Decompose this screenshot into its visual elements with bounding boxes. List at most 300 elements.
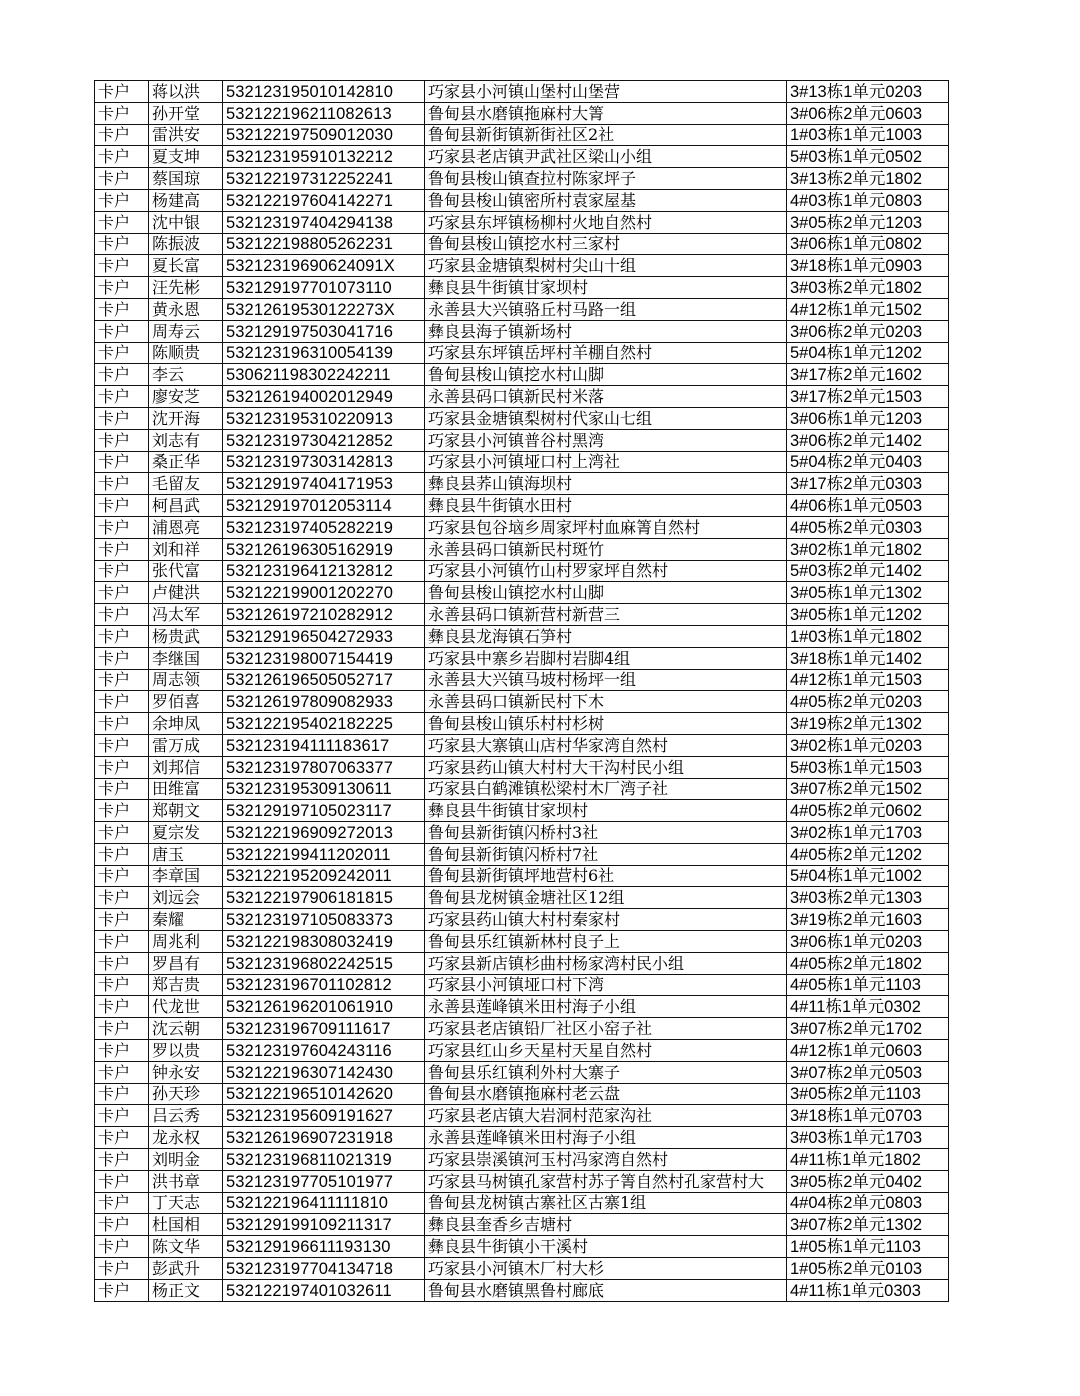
table-row <box>95 102 949 124</box>
id-number-cell: 532122196909272013 <box>223 822 425 844</box>
room-number-cell: 3#13栋2单元1802 <box>787 168 949 190</box>
name-cell: 郑吉贵 <box>149 974 223 996</box>
name-cell: 冯太军 <box>149 604 223 626</box>
household-type-cell: 卡户 <box>95 756 149 778</box>
table-row <box>95 1083 949 1105</box>
address-cell: 彝良县海子镇新场村 <box>425 320 787 342</box>
name-cell: 汪先彬 <box>149 277 223 299</box>
household-type-cell: 卡户 <box>95 407 149 429</box>
household-type-cell: 卡户 <box>95 277 149 299</box>
table-row <box>95 1214 949 1236</box>
table-row <box>95 909 949 931</box>
household-type-cell: 卡户 <box>95 843 149 865</box>
household-type-cell: 卡户 <box>95 1236 149 1258</box>
table-row <box>95 734 949 756</box>
room-number-cell: 3#02栋1单元0203 <box>787 734 949 756</box>
id-number-cell: 532123195010142810 <box>223 81 425 103</box>
household-type-cell: 卡户 <box>95 451 149 473</box>
id-number-cell: 532123196310054139 <box>223 342 425 364</box>
name-cell: 吕云秀 <box>149 1105 223 1127</box>
id-number-cell: 532122198805262231 <box>223 233 425 255</box>
room-number-cell: 3#13栋1单元0203 <box>787 81 949 103</box>
id-number-cell: 532123194111183617 <box>223 734 425 756</box>
address-cell: 巧家县小河镇普谷村黑湾 <box>425 429 787 451</box>
table-row <box>95 1192 949 1214</box>
address-cell: 巧家县新店镇杉曲村杨家湾村民小组 <box>425 952 787 974</box>
table-row <box>95 865 949 887</box>
id-number-cell: 532123196701102812 <box>223 974 425 996</box>
name-cell: 沈开海 <box>149 407 223 429</box>
name-cell: 陈顺贵 <box>149 342 223 364</box>
room-number-cell: 5#03栋2单元1402 <box>787 560 949 582</box>
address-cell: 巧家县小河镇木厂村大杉 <box>425 1258 787 1280</box>
table-row <box>95 473 949 495</box>
name-cell: 毛留友 <box>149 473 223 495</box>
name-cell: 周志领 <box>149 669 223 691</box>
name-cell: 龙永权 <box>149 1127 223 1149</box>
table-row <box>95 713 949 735</box>
id-number-cell: 532122196411111810 <box>223 1192 425 1214</box>
name-cell: 蒋以洪 <box>149 81 223 103</box>
household-type-cell: 卡户 <box>95 909 149 931</box>
id-number-cell: 532122197401032611 <box>223 1279 425 1301</box>
table-row <box>95 1061 949 1083</box>
table-row <box>95 887 949 909</box>
address-cell: 巧家县红山乡天星村天星自然村 <box>425 1040 787 1062</box>
name-cell: 沈中银 <box>149 211 223 233</box>
name-cell: 刘邦信 <box>149 756 223 778</box>
table-row <box>95 277 949 299</box>
name-cell: 罗以贵 <box>149 1040 223 1062</box>
room-number-cell: 3#06栋2单元0603 <box>787 102 949 124</box>
room-number-cell: 4#12栋1单元0603 <box>787 1040 949 1062</box>
household-type-cell: 卡户 <box>95 604 149 626</box>
table-row <box>95 124 949 146</box>
room-number-cell: 3#06栋1单元0203 <box>787 931 949 953</box>
table-row <box>95 1105 949 1127</box>
room-number-cell: 3#06栋1单元0802 <box>787 233 949 255</box>
name-cell: 代龙世 <box>149 996 223 1018</box>
household-type-cell: 卡户 <box>95 1061 149 1083</box>
table-row <box>95 800 949 822</box>
name-cell: 夏长富 <box>149 255 223 277</box>
table-row <box>95 931 949 953</box>
name-cell: 杨贵武 <box>149 625 223 647</box>
name-cell: 周寿云 <box>149 320 223 342</box>
table-row <box>95 298 949 320</box>
address-cell: 鲁甸县龙树镇古寨社区古寨1组 <box>425 1192 787 1214</box>
name-cell: 刘远会 <box>149 887 223 909</box>
household-type-cell: 卡户 <box>95 386 149 408</box>
id-number-cell: 532123198007154419 <box>223 647 425 669</box>
id-number-cell: 532122197906181815 <box>223 887 425 909</box>
address-cell: 彝良县奎香乡吉塘村 <box>425 1214 787 1236</box>
table-row <box>95 1279 949 1301</box>
room-number-cell: 4#11栋1单元0302 <box>787 996 949 1018</box>
name-cell: 李继国 <box>149 647 223 669</box>
household-type-cell: 卡户 <box>95 1214 149 1236</box>
address-cell: 鲁甸县水磨镇黑鲁村廊底 <box>425 1279 787 1301</box>
id-number-cell: 532123196811021319 <box>223 1149 425 1171</box>
household-type-cell: 卡户 <box>95 887 149 909</box>
address-cell: 彝良县牛街镇甘家坝村 <box>425 277 787 299</box>
name-cell: 刘志有 <box>149 429 223 451</box>
household-type-cell: 卡户 <box>95 211 149 233</box>
table-row <box>95 1127 949 1149</box>
household-type-cell: 卡户 <box>95 931 149 953</box>
id-number-cell: 532123196412132812 <box>223 560 425 582</box>
id-number-cell: 532123196709111617 <box>223 1018 425 1040</box>
id-number-cell: 532122199411202011 <box>223 843 425 865</box>
household-type-cell: 卡户 <box>95 233 149 255</box>
table-row <box>95 996 949 1018</box>
name-cell: 唐玉 <box>149 843 223 865</box>
address-cell: 鲁甸县梭山镇密所村袁家屋基 <box>425 189 787 211</box>
room-number-cell: 3#17栋2单元1503 <box>787 386 949 408</box>
name-cell: 张代富 <box>149 560 223 582</box>
id-number-cell: 532122199001202270 <box>223 582 425 604</box>
name-cell: 丁天志 <box>149 1192 223 1214</box>
table-row <box>95 233 949 255</box>
household-type-cell: 卡户 <box>95 255 149 277</box>
room-number-cell: 4#05栋1单元1103 <box>787 974 949 996</box>
room-number-cell: 4#05栋2单元1202 <box>787 843 949 865</box>
id-number-cell: 532129197012053114 <box>223 495 425 517</box>
address-cell: 巧家县东坪镇岳坪村羊棚自然村 <box>425 342 787 364</box>
address-cell: 巧家县药山镇大村村大干沟村民小组 <box>425 756 787 778</box>
household-type-cell: 卡户 <box>95 778 149 800</box>
household-type-cell: 卡户 <box>95 168 149 190</box>
room-number-cell: 3#19栋2单元1603 <box>787 909 949 931</box>
address-cell: 巧家县金塘镇梨树村尖山十组 <box>425 255 787 277</box>
name-cell: 李章国 <box>149 865 223 887</box>
address-cell: 彝良县牛街镇水田村 <box>425 495 787 517</box>
address-cell: 永善县码口镇新民村下木 <box>425 691 787 713</box>
household-table <box>94 80 949 1302</box>
address-cell: 巧家县中寨乡岩脚村岩脚4组 <box>425 647 787 669</box>
name-cell: 浦恩亮 <box>149 516 223 538</box>
room-number-cell: 5#04栋1单元1002 <box>787 865 949 887</box>
id-number-cell: 532129196611193130 <box>223 1236 425 1258</box>
id-number-cell: 532123195910132212 <box>223 146 425 168</box>
household-table-body <box>95 81 949 1302</box>
name-cell: 秦耀 <box>149 909 223 931</box>
household-type-cell: 卡户 <box>95 516 149 538</box>
name-cell: 钟永安 <box>149 1061 223 1083</box>
household-type-cell: 卡户 <box>95 1170 149 1192</box>
name-cell: 柯昌武 <box>149 495 223 517</box>
address-cell: 彝良县龙海镇石笋村 <box>425 625 787 647</box>
household-type-cell: 卡户 <box>95 1018 149 1040</box>
address-cell: 鲁甸县梭山镇挖水村三家村 <box>425 233 787 255</box>
name-cell: 廖安芝 <box>149 386 223 408</box>
id-number-cell: 532122196510142620 <box>223 1083 425 1105</box>
id-number-cell: 530621198302242211 <box>223 364 425 386</box>
household-type-cell: 卡户 <box>95 320 149 342</box>
table-row <box>95 189 949 211</box>
address-cell: 巧家县老店镇尹武社区梁山小组 <box>425 146 787 168</box>
address-cell: 鲁甸县新街镇坪地营村6社 <box>425 865 787 887</box>
room-number-cell: 4#11栋1单元1802 <box>787 1149 949 1171</box>
household-type-cell: 卡户 <box>95 625 149 647</box>
room-number-cell: 3#05栋1单元1202 <box>787 604 949 626</box>
address-cell: 永善县大兴镇骆丘村马路一组 <box>425 298 787 320</box>
room-number-cell: 3#03栋1单元1703 <box>787 1127 949 1149</box>
table-row <box>95 429 949 451</box>
address-cell: 巧家县小河镇垭口村下湾 <box>425 974 787 996</box>
room-number-cell: 1#03栋1单元1003 <box>787 124 949 146</box>
room-number-cell: 5#04栋2单元0403 <box>787 451 949 473</box>
id-number-cell: 532122197604142271 <box>223 189 425 211</box>
room-number-cell: 3#06栋1单元1203 <box>787 407 949 429</box>
table-row <box>95 974 949 996</box>
address-cell: 巧家县小河镇山堡村山堡营 <box>425 81 787 103</box>
address-cell: 巧家县马树镇孔家营村苏子箐自然村孔家营村大 <box>425 1170 787 1192</box>
household-type-cell: 卡户 <box>95 1105 149 1127</box>
table-row <box>95 604 949 626</box>
address-cell: 鲁甸县乐红镇新林村良子上 <box>425 931 787 953</box>
table-row <box>95 342 949 364</box>
id-number-cell: 532122195209242011 <box>223 865 425 887</box>
room-number-cell: 3#07栋2单元0503 <box>787 1061 949 1083</box>
room-number-cell: 3#17栋2单元1602 <box>787 364 949 386</box>
name-cell: 罗昌有 <box>149 952 223 974</box>
id-number-cell: 532123197105083373 <box>223 909 425 931</box>
household-type-cell: 卡户 <box>95 364 149 386</box>
id-number-cell: 532122198308032419 <box>223 931 425 953</box>
id-number-cell: 532122196307142430 <box>223 1061 425 1083</box>
name-cell: 刘和祥 <box>149 538 223 560</box>
household-type-cell: 卡户 <box>95 81 149 103</box>
household-type-cell: 卡户 <box>95 495 149 517</box>
household-type-cell: 卡户 <box>95 1258 149 1280</box>
household-type-cell: 卡户 <box>95 1083 149 1105</box>
table-row <box>95 1018 949 1040</box>
address-cell: 鲁甸县乐红镇利外村大寨子 <box>425 1061 787 1083</box>
address-cell: 鲁甸县新街镇新街社区2社 <box>425 124 787 146</box>
room-number-cell: 3#17栋2单元0303 <box>787 473 949 495</box>
table-row <box>95 1149 949 1171</box>
id-number-cell: 532123195309130611 <box>223 778 425 800</box>
household-type-cell: 卡户 <box>95 800 149 822</box>
room-number-cell: 1#03栋1单元1802 <box>787 625 949 647</box>
id-number-cell: 532123196802242515 <box>223 952 425 974</box>
address-cell: 永善县大兴镇马坡村杨坪一组 <box>425 669 787 691</box>
id-number-cell: 532129197105023117 <box>223 800 425 822</box>
address-cell: 永善县莲峰镇米田村海子小组 <box>425 1127 787 1149</box>
id-number-cell: 532123197807063377 <box>223 756 425 778</box>
address-cell: 彝良县荞山镇海坝村 <box>425 473 787 495</box>
table-row <box>95 647 949 669</box>
household-type-cell: 卡户 <box>95 1279 149 1301</box>
room-number-cell: 3#07栋2单元1702 <box>787 1018 949 1040</box>
table-row <box>95 255 949 277</box>
table-row <box>95 560 949 582</box>
name-cell: 田维富 <box>149 778 223 800</box>
id-number-cell: 532122196211082613 <box>223 102 425 124</box>
room-number-cell: 3#05栋2单元1103 <box>787 1083 949 1105</box>
name-cell: 杨建高 <box>149 189 223 211</box>
name-cell: 桑正华 <box>149 451 223 473</box>
name-cell: 雷万成 <box>149 734 223 756</box>
name-cell: 洪书章 <box>149 1170 223 1192</box>
household-type-cell: 卡户 <box>95 1127 149 1149</box>
household-type-cell: 卡户 <box>95 734 149 756</box>
address-cell: 鲁甸县梭山镇挖水村山脚 <box>425 582 787 604</box>
id-number-cell: 532129197404171953 <box>223 473 425 495</box>
household-type-cell: 卡户 <box>95 1040 149 1062</box>
household-type-cell: 卡户 <box>95 865 149 887</box>
name-cell: 夏宗发 <box>149 822 223 844</box>
address-cell: 鲁甸县梭山镇查拉村陈家坪子 <box>425 168 787 190</box>
name-cell: 李云 <box>149 364 223 386</box>
address-cell: 巧家县大寨镇山店村华家湾自然村 <box>425 734 787 756</box>
name-cell: 郑朝文 <box>149 800 223 822</box>
table-row <box>95 952 949 974</box>
household-type-cell: 卡户 <box>95 952 149 974</box>
room-number-cell: 4#12栋1单元1502 <box>787 298 949 320</box>
address-cell: 鲁甸县水磨镇拖麻村大箐 <box>425 102 787 124</box>
address-cell: 永善县码口镇新民村米落 <box>425 386 787 408</box>
room-number-cell: 3#05栋1单元1302 <box>787 582 949 604</box>
address-cell: 巧家县小河镇垭口村上湾社 <box>425 451 787 473</box>
household-type-cell: 卡户 <box>95 691 149 713</box>
address-cell: 巧家县药山镇大村村秦家村 <box>425 909 787 931</box>
household-type-cell: 卡户 <box>95 298 149 320</box>
household-type-cell: 卡户 <box>95 669 149 691</box>
room-number-cell: 3#18栋1单元0703 <box>787 1105 949 1127</box>
room-number-cell: 1#05栋2单元0103 <box>787 1258 949 1280</box>
table-row <box>95 582 949 604</box>
room-number-cell: 5#03栋1单元1503 <box>787 756 949 778</box>
address-cell: 鲁甸县梭山镇挖水村山脚 <box>425 364 787 386</box>
room-number-cell: 3#06栋2单元0203 <box>787 320 949 342</box>
room-number-cell: 3#06栋2单元1402 <box>787 429 949 451</box>
room-number-cell: 4#06栋1单元0503 <box>787 495 949 517</box>
address-cell: 鲁甸县新街镇闪桥村7社 <box>425 843 787 865</box>
room-number-cell: 3#02栋1单元1703 <box>787 822 949 844</box>
table-row <box>95 386 949 408</box>
room-number-cell: 3#03栋2单元1303 <box>787 887 949 909</box>
household-type-cell: 卡户 <box>95 1149 149 1171</box>
name-cell: 蔡国琼 <box>149 168 223 190</box>
id-number-cell: 532129199109211317 <box>223 1214 425 1236</box>
room-number-cell: 4#12栋1单元1503 <box>787 669 949 691</box>
id-number-cell: 532123197303142813 <box>223 451 425 473</box>
name-cell: 孙开堂 <box>149 102 223 124</box>
id-number-cell: 532126197809082933 <box>223 691 425 713</box>
address-cell: 巧家县金塘镇梨树村代家山七组 <box>425 407 787 429</box>
room-number-cell: 4#05栋2单元1802 <box>787 952 949 974</box>
address-cell: 巧家县崇溪镇河玉村冯家湾自然村 <box>425 1149 787 1171</box>
table-row <box>95 81 949 103</box>
id-number-cell: 532123197604243116 <box>223 1040 425 1062</box>
id-number-cell: 532123197705101977 <box>223 1170 425 1192</box>
id-number-cell: 532126196907231918 <box>223 1127 425 1149</box>
household-type-cell: 卡户 <box>95 538 149 560</box>
address-cell: 永善县码口镇新民村斑竹 <box>425 538 787 560</box>
name-cell: 杜国相 <box>149 1214 223 1236</box>
id-number-cell: 532123195310220913 <box>223 407 425 429</box>
room-number-cell: 3#03栋2单元1802 <box>787 277 949 299</box>
table-row <box>95 822 949 844</box>
household-type-cell: 卡户 <box>95 146 149 168</box>
id-number-cell: 532122197312252241 <box>223 168 425 190</box>
household-type-cell: 卡户 <box>95 996 149 1018</box>
id-number-cell: 532123197405282219 <box>223 516 425 538</box>
household-type-cell: 卡户 <box>95 582 149 604</box>
id-number-cell: 532126196505052717 <box>223 669 425 691</box>
id-number-cell: 532123197404294138 <box>223 211 425 233</box>
room-number-cell: 3#02栋1单元1802 <box>787 538 949 560</box>
id-number-cell: 532126196201061910 <box>223 996 425 1018</box>
room-number-cell: 4#05栋2单元0602 <box>787 800 949 822</box>
address-cell: 鲁甸县新街镇闪桥村3社 <box>425 822 787 844</box>
table-row <box>95 364 949 386</box>
address-cell: 永善县码口镇新营村新营三 <box>425 604 787 626</box>
household-type-cell: 卡户 <box>95 647 149 669</box>
room-number-cell: 4#05栋2单元0303 <box>787 516 949 538</box>
id-number-cell: 532126194002012949 <box>223 386 425 408</box>
table-row <box>95 407 949 429</box>
room-number-cell: 4#03栋1单元0803 <box>787 189 949 211</box>
table-row <box>95 691 949 713</box>
address-cell: 彝良县牛街镇小干溪村 <box>425 1236 787 1258</box>
address-cell: 巧家县白鹤滩镇松梁村木厂湾子社 <box>425 778 787 800</box>
id-number-cell: 532122195402182225 <box>223 713 425 735</box>
name-cell: 黄永恩 <box>149 298 223 320</box>
room-number-cell: 4#11栋1单元0303 <box>787 1279 949 1301</box>
table-row <box>95 451 949 473</box>
room-number-cell: 5#04栋1单元1202 <box>787 342 949 364</box>
table-row <box>95 516 949 538</box>
name-cell: 彭武升 <box>149 1258 223 1280</box>
room-number-cell: 3#18栋1单元1402 <box>787 647 949 669</box>
name-cell: 沈云朝 <box>149 1018 223 1040</box>
name-cell: 卢健洪 <box>149 582 223 604</box>
address-cell: 巧家县小河镇竹山村罗家坪自然村 <box>425 560 787 582</box>
household-type-cell: 卡户 <box>95 342 149 364</box>
address-cell: 巧家县老店镇大岩洞村范家沟社 <box>425 1105 787 1127</box>
household-type-cell: 卡户 <box>95 429 149 451</box>
name-cell: 雷洪安 <box>149 124 223 146</box>
name-cell: 余坤凤 <box>149 713 223 735</box>
name-cell: 陈文华 <box>149 1236 223 1258</box>
id-number-cell: 532123197304212852 <box>223 429 425 451</box>
room-number-cell: 3#07栋2单元1502 <box>787 778 949 800</box>
name-cell: 陈振波 <box>149 233 223 255</box>
table-row <box>95 146 949 168</box>
address-cell: 巧家县老店镇铅厂社区小窑子社 <box>425 1018 787 1040</box>
room-number-cell: 3#05栋2单元1203 <box>787 211 949 233</box>
table-row <box>95 843 949 865</box>
table-row <box>95 625 949 647</box>
id-number-cell: 53212619530122273X <box>223 298 425 320</box>
id-number-cell: 532126196305162919 <box>223 538 425 560</box>
address-cell: 彝良县牛街镇甘家坝村 <box>425 800 787 822</box>
room-number-cell: 4#04栋2单元0803 <box>787 1192 949 1214</box>
id-number-cell: 532129197503041716 <box>223 320 425 342</box>
id-number-cell: 532129196504272933 <box>223 625 425 647</box>
household-type-cell: 卡户 <box>95 713 149 735</box>
household-type-cell: 卡户 <box>95 560 149 582</box>
table-row <box>95 1236 949 1258</box>
name-cell: 刘明金 <box>149 1149 223 1171</box>
table-row <box>95 1040 949 1062</box>
household-type-cell: 卡户 <box>95 822 149 844</box>
table-row <box>95 538 949 560</box>
address-cell: 鲁甸县龙树镇金塘社区12组 <box>425 887 787 909</box>
